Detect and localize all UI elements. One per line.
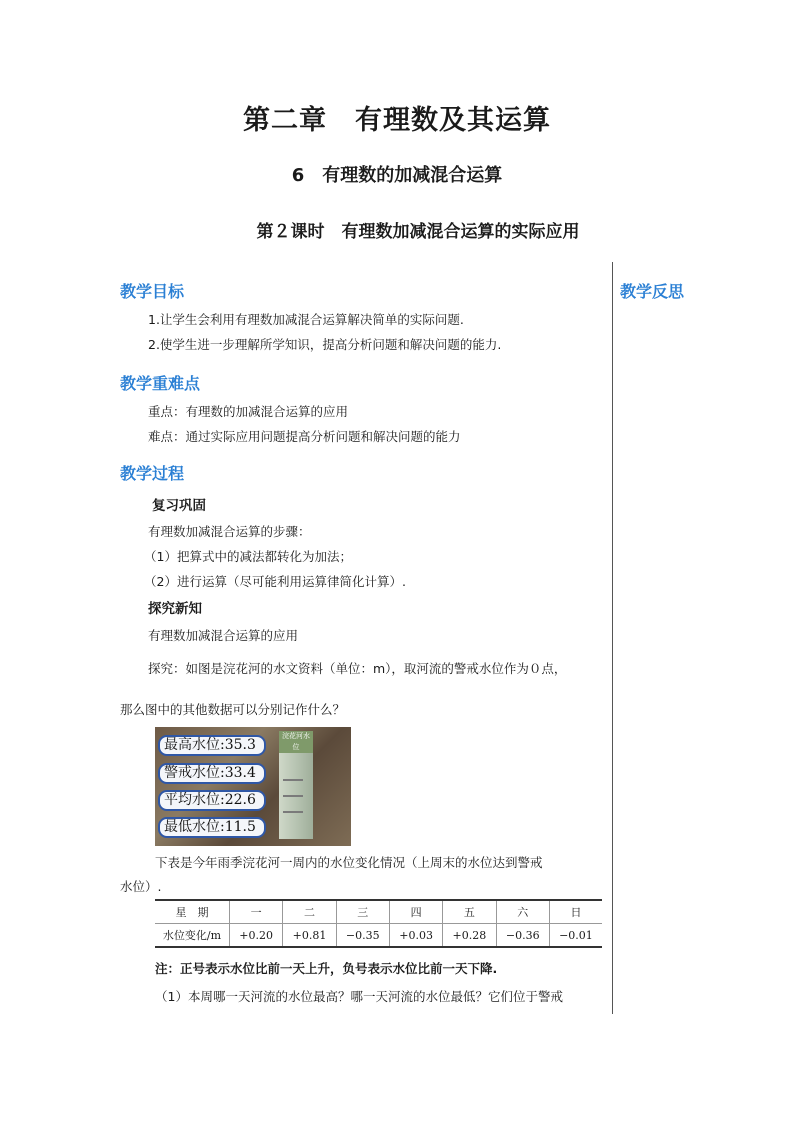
water-level-photo [155, 727, 351, 846]
table-note: 注：正号表示水位比前一天上升，负号表示水位比前一天下降. [155, 961, 498, 976]
day-cell: 五 [443, 900, 496, 924]
explore-question-line-2: 那么图中的其他数据可以分别记作什么？ [120, 702, 346, 717]
chapter-title: 第二章 有理数及其运算 [243, 105, 551, 136]
review-heading: 复习巩固 [152, 498, 206, 514]
column-divider [612, 262, 613, 1014]
key-points-heading: 教学重难点 [120, 374, 201, 393]
focus-point: 重点：有理数的加减混合运算的应用 [148, 404, 349, 419]
explore-topic: 有理数加减混合运算的应用 [148, 628, 299, 643]
value-cell: −0.35 [336, 924, 389, 948]
day-cell: 四 [389, 900, 442, 924]
day-cell: 日 [549, 900, 602, 924]
reflection-heading: 教学反思 [620, 282, 685, 301]
value-cell: −0.01 [549, 924, 602, 948]
value-cell: −0.36 [496, 924, 549, 948]
gauge-mark [283, 811, 303, 813]
goal-item-2: 2.使学生进一步理解所学知识，提高分析问题和解决问题的能力. [148, 337, 502, 352]
max-level-label: 最高水位:35.3 [158, 735, 266, 756]
lesson-title: 第２课时 有理数加减混合运算的实际应用 [256, 222, 580, 242]
explore-heading: 探究新知 [148, 601, 202, 617]
gauge-mark [283, 795, 303, 797]
day-cell: 二 [283, 900, 336, 924]
warning-level-label: 警戒水位:33.4 [158, 763, 266, 784]
day-cell: 一 [230, 900, 283, 924]
question-1: （1）本周哪一天河流的水位最高？哪一天河流的水位最低？它们位于警戒 [155, 989, 563, 1004]
day-cell: 六 [496, 900, 549, 924]
difficulty-point: 难点：通过实际应用问题提高分析问题和解决问题的能力 [148, 429, 461, 444]
average-level-label: 平均水位:22.6 [158, 790, 266, 811]
review-step-2: （2）进行运算（尽可能利用运算律简化计算）. [144, 574, 406, 589]
table-intro-line-2: 水位）. [120, 879, 162, 894]
value-cell: +0.28 [443, 924, 496, 948]
review-step-1: （1）把算式中的减法都转化为加法； [144, 549, 352, 564]
value-cell: +0.81 [283, 924, 336, 948]
gauge-label: 浣花河水位 [279, 731, 313, 753]
value-cell: +0.03 [389, 924, 442, 948]
table-row [155, 924, 602, 948]
review-intro: 有理数加减混合运算的步骤： [148, 524, 311, 539]
goals-heading: 教学目标 [120, 282, 185, 301]
table-row [155, 900, 602, 924]
goal-item-1: 1.让学生会利用有理数加减混合运算解决简单的实际问题. [148, 312, 464, 327]
value-cell: +0.20 [230, 924, 283, 948]
table-header-cell: 星 期 [155, 900, 230, 924]
table-intro-line-1: 下表是今年雨季浣花河一周内的水位变化情况（上周末的水位达到警戒 [155, 855, 543, 870]
table-header-cell: 水位变化/m [155, 924, 230, 948]
day-cell: 三 [336, 900, 389, 924]
section-title: 6 有理数的加减混合运算 [291, 165, 503, 186]
water-level-table [155, 899, 602, 948]
explore-question-line-1: 探究：如图是浣花河的水文资料（单位：m），取河流的警戒水位作为０点， [148, 661, 567, 676]
min-level-label: 最低水位:11.5 [158, 817, 266, 838]
gauge-mark [283, 779, 303, 781]
process-heading: 教学过程 [120, 464, 185, 483]
